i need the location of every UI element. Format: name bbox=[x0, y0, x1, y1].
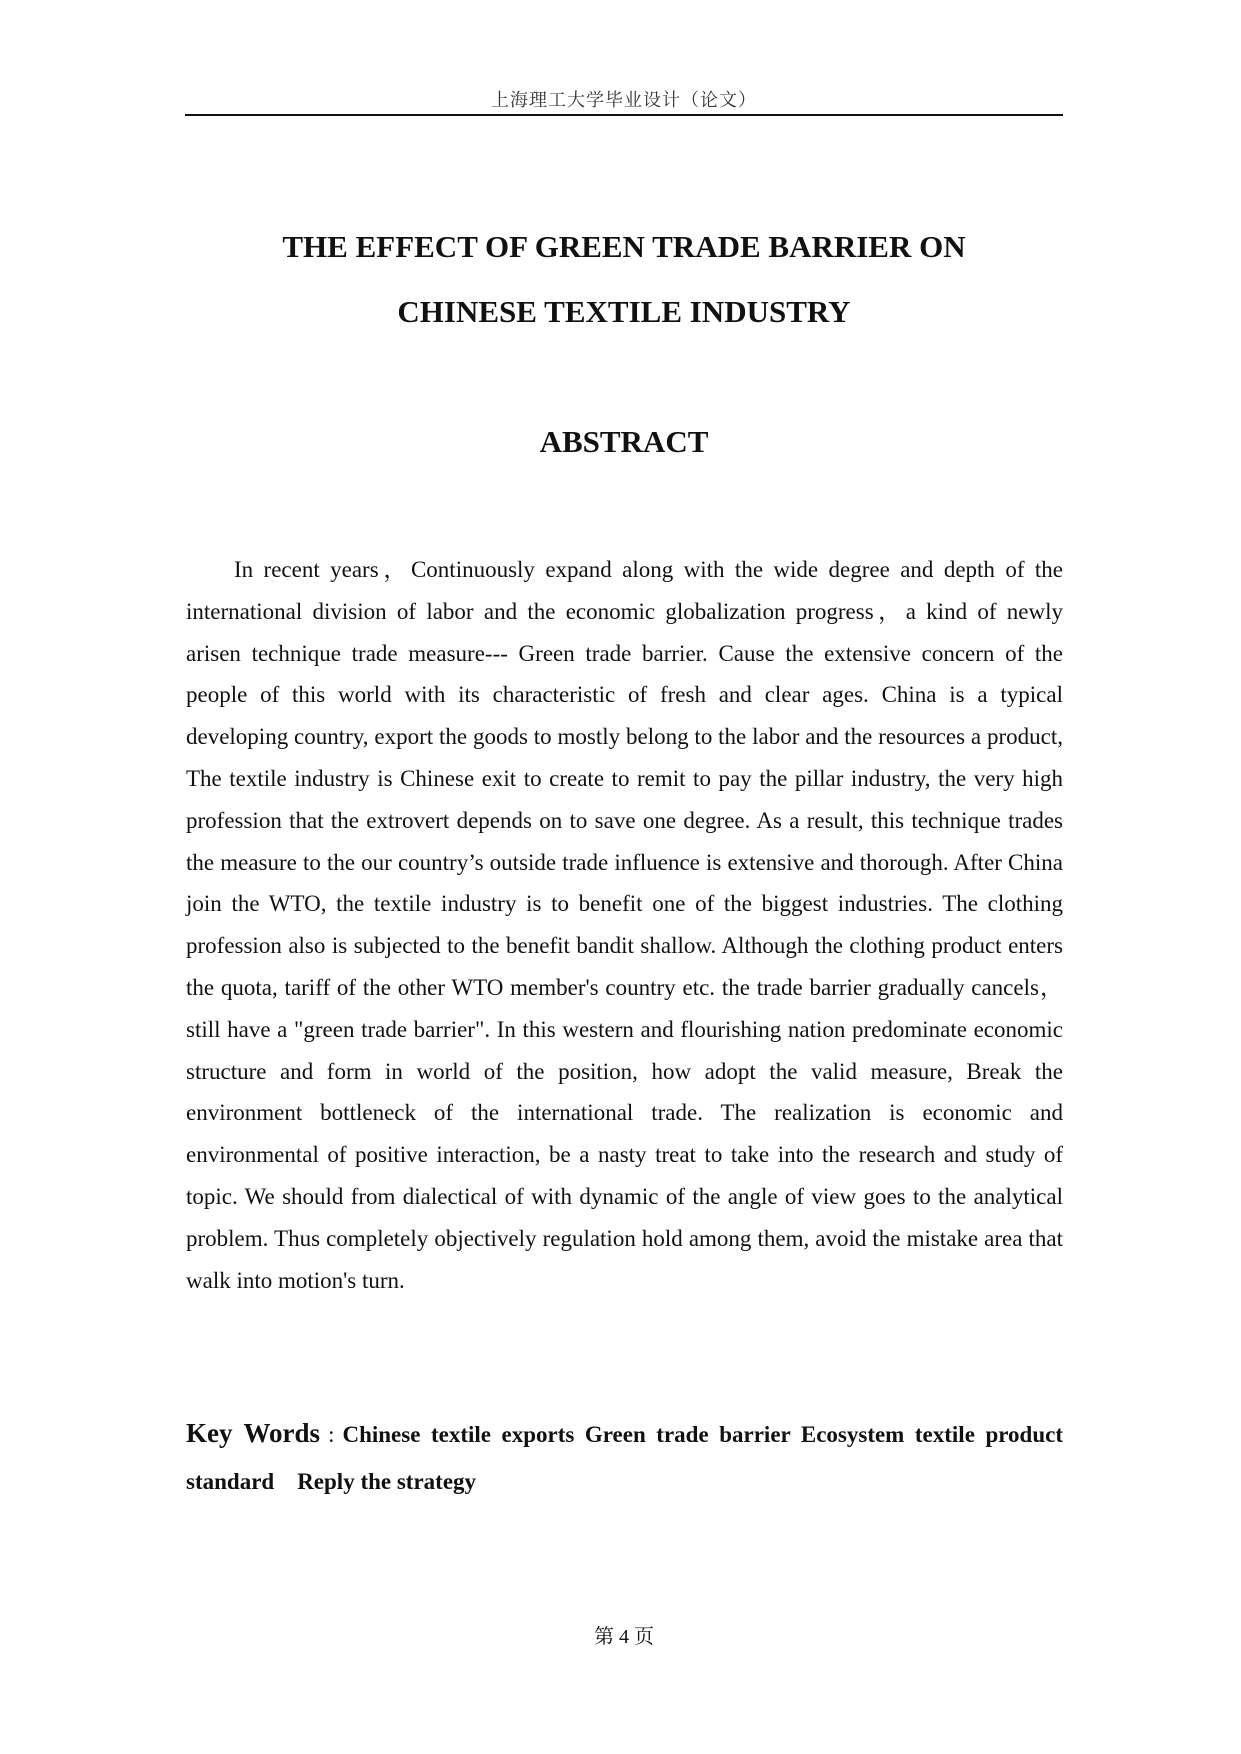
abstract-heading: ABSTRACT bbox=[539, 424, 709, 459]
title-line-1: THE EFFECT OF GREEN TRADE BARRIER ON bbox=[282, 229, 966, 264]
page-number: 第 4 页 bbox=[594, 1626, 654, 1648]
keywords bbox=[186, 1410, 1069, 1505]
header-divider bbox=[185, 114, 1063, 116]
page-header: 上海理工大学毕业设计（论文） bbox=[491, 90, 757, 110]
abstract-body: In recent years，Continuously expand along with the wide degree and depth of the international division of labor and the economic globalization progress，a kind of newly arisen technique trade measure--- Green trade barrier. Cause the extensive concern of the people of this world with its characteristic of fresh and clear ages. China is a typical developing country, export the goods to mostly belong to the labor and the resources a product, The textile industry is Chinese exit to create to remit to pay the pillar industry, the very high profession that the extrovert depends on to save one degree. As a result, this technique trades the measure to the our country’s outside trade influence is extensive and thorough. After China join the WTO, the textile industry is to benefit one of the biggest industries. The clothing profession also is subjected to the benefit bandit shallow. Although the clothing product enters the quota, tariff of the other WTO member's country etc. the trade barrier gradually cancels，still have a "green trade barrier". In this western and flourishing nation predominate economic structure and form in world of the position, how adopt the valid measure, Break the environment bottleneck of the international trade. The realization is economic and environmental of positive interaction, be a nasty treat to take into the research and study of topic. We should from dialectical of with dynamic of the angle of view goes to the analytical problem. Thus completely objectively regulation hold among them, avoid the mistake area that walk into motion's turn. bbox=[186, 557, 1063, 1293]
keywords-label: Key Words bbox=[186, 1418, 321, 1448]
keywords-text: Chinese textile exports Green trade barrier Ecosystem textile product standard Reply the strategy bbox=[186, 1422, 1069, 1494]
title-line-2: CHINESE TEXTILE INDUSTRY bbox=[397, 294, 851, 329]
keywords-separator: : bbox=[328, 1422, 335, 1447]
